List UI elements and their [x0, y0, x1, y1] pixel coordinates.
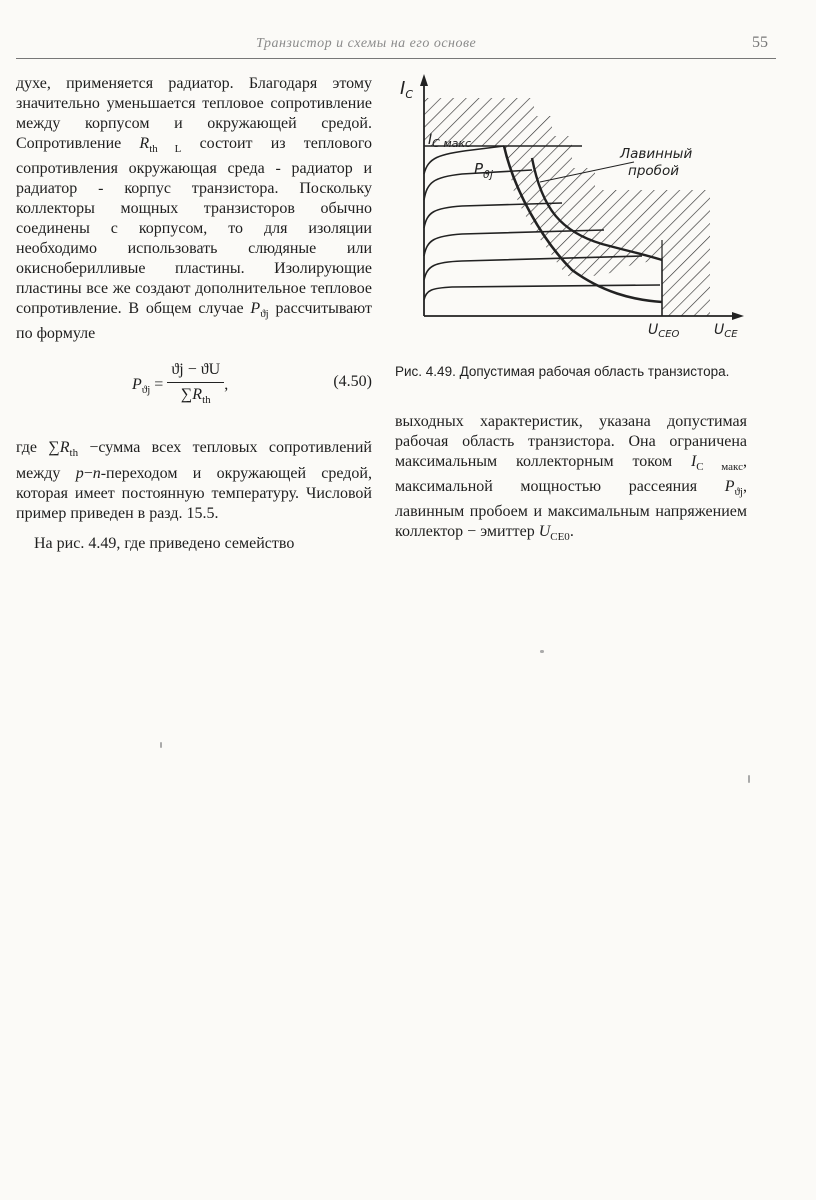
- subscript: ϑj: [734, 486, 743, 499]
- output-curve-1: [424, 285, 660, 300]
- right-column: [395, 412, 747, 548]
- equation-number: (4.50): [333, 373, 372, 391]
- text: где: [16, 439, 49, 457]
- forbidden-region-hatch: [424, 98, 710, 316]
- left-column: [16, 74, 372, 554]
- power-label: $P_{ϑj}$: [474, 160, 493, 181]
- subscript: th: [69, 447, 79, 460]
- figure-4-49-soa-diagram: [392, 70, 752, 350]
- var: P: [250, 300, 261, 318]
- subscript: th: [202, 394, 211, 407]
- subscript: ϑj: [141, 384, 151, 397]
- paragraph-right: [395, 412, 747, 548]
- var: R: [192, 386, 203, 404]
- fraction: [167, 360, 224, 410]
- paragraph-1: [16, 74, 372, 344]
- scan-speck: [748, 775, 750, 783]
- uce-label: $U_{CE}$: [714, 322, 738, 340]
- paragraph-2: [16, 438, 372, 523]
- text: -переходом и окружающей средой, которая имеет постоянную температуру. Числовой пример приведен в разд. 15.5.: [16, 464, 372, 522]
- subscript: C макс: [696, 461, 743, 474]
- figure-caption: Рис. 4.49. Допустимая рабочая область транзистора.: [395, 364, 730, 379]
- text: , максимальной мощностью рассеяния: [395, 453, 747, 496]
- var: U: [538, 523, 551, 541]
- paragraph-3: На рис. 4.49, где приведено семейство: [34, 534, 295, 552]
- var: R: [139, 135, 150, 152]
- sum-sign: ∑: [48, 439, 60, 457]
- var: p: [75, 464, 84, 482]
- scan-speck: [540, 650, 544, 653]
- var: n: [92, 464, 101, 482]
- ic-max-label: $I_{C макс}$: [428, 132, 472, 150]
- denominator: [167, 383, 224, 410]
- scan-speck: [160, 742, 162, 748]
- var: P: [132, 376, 142, 394]
- text: , лавинным пробоем и максимальным напряжением коллектор − эмиттер: [395, 478, 747, 541]
- equals: =: [150, 376, 168, 394]
- subscript: CE0: [550, 531, 570, 544]
- text: .: [569, 523, 574, 541]
- sum-sign: ∑: [180, 386, 193, 404]
- uceo-label: $U_{CEO}$: [648, 322, 680, 340]
- running-header: [16, 36, 776, 59]
- avalanche-label-line-1: Лавинный: [620, 146, 693, 162]
- y-axis-arrow-icon: [420, 74, 428, 86]
- page-number: 55: [752, 34, 768, 51]
- dash: −: [83, 464, 93, 482]
- numerator: ϑj − ϑU: [167, 360, 224, 383]
- text: состоит из теплового сопротивления окружающая среда - радиатор и радиатор - корпус транзистора. Поскольку коллекторы мощных транзисторов обычно соединены с корпусом, то для изоляции необходимо использовать слюдяные или окисноберилливые пластины. Изолирующие пластины все же создают дополнительное тепловое сопротивление. В общем случае: [16, 135, 373, 318]
- text: −сумма всех тепловых сопротивлений между: [16, 439, 372, 482]
- var: R: [59, 439, 70, 457]
- avalanche-label-line-2: пробой: [628, 163, 680, 179]
- text: рассчитывают по формуле: [16, 300, 372, 343]
- comma: ,: [224, 376, 229, 394]
- formula-expression: [132, 360, 228, 410]
- var: I: [690, 453, 697, 470]
- x-axis-arrow-icon: [732, 312, 744, 320]
- text: духе, применяется радиатор. Благодаря этому значительно уменьшается тепловое сопротивление между корпусом и окружающей средой. Сопротивление: [16, 75, 372, 152]
- text: выходных характеристик, указана допустимая рабочая область транзистора. Она ограничена максимальным коллекторным током: [395, 413, 747, 470]
- running-title: Транзистор и схемы на его основе: [256, 36, 477, 51]
- y-axis-label: $I_C$: [400, 78, 413, 101]
- subscript: th L: [149, 143, 182, 156]
- formula-4-50: [16, 354, 372, 420]
- var: P: [724, 478, 735, 496]
- subscript: ϑj: [260, 308, 269, 321]
